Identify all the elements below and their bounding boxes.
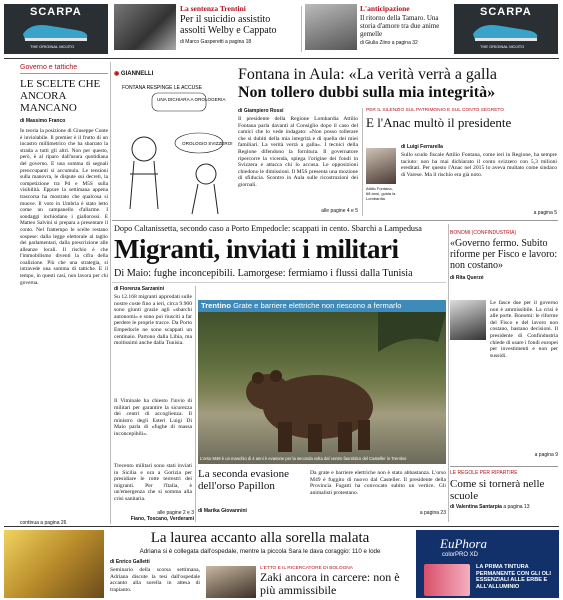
scarpa-tagline-2: THE ORIGINAL MOJITO bbox=[480, 44, 525, 49]
fontana-page[interactable]: alle pagine 4 e 5 bbox=[321, 208, 358, 214]
scarpa-ad-right[interactable] bbox=[454, 4, 558, 54]
teaser-kicker-2: L'anticipazione bbox=[360, 4, 410, 13]
migranti-page[interactable]: alle pagine 2 e 3 Fiano, Toscano, Verderami bbox=[130, 510, 194, 522]
bonomi-article[interactable] bbox=[450, 230, 558, 460]
fontana-body: Il presidente della Regione Lombardia Attilio Fontana parla davanti al Consiglio dopo il caso del camici che lo vede indagato: «Non posso tollerare che si dubiti della mia integrità e di quella dei miei familiari. La verità verrà a galla». I tecnici della Regione difendono la fornitura. Il governatore ripercorre la vicenda, spiega l'origine dei fondi in Svizzera e attacca chi lo accusa. Le opposizioni chiedono le dimissioni. Il M5S presenta una mozione di sfiducia. Scontro in Aula sulle ricostruzioni dei giornali. bbox=[238, 116, 358, 188]
left-continue[interactable]: continua a pagina 26 bbox=[20, 520, 67, 526]
migranti-overline: Dopo Caltanissetta, secondo caso a Porto Empedocle: scappati in cento. Sbarchi a Lampedusa bbox=[114, 224, 422, 233]
laurea-subtitle: Adriana si è collegata dall'ospedale, mentre la piccola Sara le dava coraggio: 110 e lode bbox=[139, 548, 381, 555]
photo-bonomi bbox=[450, 300, 486, 340]
scarpa-tagline: THE ORIGINAL MOJITO bbox=[30, 44, 75, 49]
bonomi-byline: di Rita Querzè bbox=[450, 275, 484, 281]
scarpa-brand-2: SCARPA bbox=[480, 6, 532, 18]
bear-caption: L'orso M49 è un maschio di 4 anni è evasone per la seconda volta dal centro faunistico del Casteller in Trentino bbox=[200, 456, 407, 461]
euphora-sub: colorPRO XD bbox=[442, 552, 479, 558]
bonomi-kicker: BONOMI (CONFINDUSTRIA) bbox=[450, 230, 517, 236]
anac-page[interactable]: a pagina 5 bbox=[533, 210, 557, 216]
euphora-product bbox=[424, 564, 470, 596]
migranti-body-3: Trecento militari sono stati inviati in Sicilia e ora a Gorizia per presidiare le rotte terrestri dei migranti. Per l'Italia, è un'emergenza che si somma alla crisi sanitaria. bbox=[114, 463, 192, 502]
migranti-subtitle: Di Maio: fughe inconcepibili. Lamorgese: fermiamo i flussi dalla Tunisia bbox=[114, 268, 413, 279]
teaser-title: Per il suicidio assistito assolti Welby e Cappato bbox=[180, 14, 277, 36]
zaki-kicker: L'ETTO E IL RICERCATORE DI BOLOGNA bbox=[260, 566, 353, 571]
anac-body: Sullo scudo fiscale Attilio Fontana, come ieri in Regione, ha sempre taciuto: non ha mai dichiarato il conto svizzero con 5,3 milioni ereditati. Per questo l'Anac nel 2015 lo aveva multato come sindaco di Varese. Ma il rischio era già noto. bbox=[401, 152, 557, 178]
migranti-body-2: Il Viminale ha chiesto l'invio di militari per garantire la sicurezza dei centri di accoglienza. Il ministro degli Esteri Luigi Di Maio parla di «fughe di massa inconcepibili». bbox=[114, 398, 192, 437]
bonomi-body: Le fasce due per il governo non è ammissibile. La crisi è alle porte. Bonomi: le riforme del Fisco e del lavoro non costano, bastano decisioni. Il presidente di Confindustria chiede di usare i fondi europei per investimenti e non per sussidi. bbox=[490, 300, 558, 359]
left-title: LE SCELTE CHE ANCORA MANCANO bbox=[20, 78, 101, 114]
cartoon bbox=[114, 70, 234, 220]
zaki-title: Zaki ancora in carcere: non è più ammissibile bbox=[260, 570, 400, 597]
fontana-headline[interactable] bbox=[238, 66, 558, 102]
bear-photo bbox=[198, 300, 446, 464]
fontana-byline: di Giampiero Rossi bbox=[238, 108, 284, 114]
teaser-kicker: La sentenza Trentini bbox=[180, 4, 246, 13]
migranti-byline: di Fiorenza Sarzanini bbox=[114, 286, 165, 292]
euphora-text: LA PRIMA TINTURA PERMANENTE CON GLI OLI ESSENZIALI ALLE ERBE E ALL'ALLUMINIO bbox=[476, 564, 551, 590]
papillon-title: La seconda evasione dell'orso Papillon bbox=[198, 468, 290, 492]
bear-illustration bbox=[198, 312, 446, 464]
fontana-title-1: Fontana in Aula: «La verità verrà a galla bbox=[238, 66, 498, 83]
cartoon-author: ◉ GIANNELLI bbox=[114, 71, 154, 77]
papillon-article[interactable] bbox=[198, 468, 446, 524]
left-body: In teoria la posizione di Giuseppe Conte è inviolabile. Il premier è il frutto di un incastro millimetrico che ha sbarrato la strada a tutti gli altri. Non per questo, però, è al riparo dall'usura quotidiana del governo. E una somma di segnali preoccupanti si accumula. Le tensioni sulla manovra, le dispute sui decreti, la competizione tra Pd e M5S sulla visibilità. Eppure la settimana appena trascorsa ha mostrato che qualcosa si muove. Il voto in Umbria è stato letto come un campanello d'allarme. I sondaggi inchiodano i giallorossi. E Matteo Salvini si prepara a presentare il conto. Nel frattempo le scelte restano sospese: dalla legge elettorale al taglio dei parlamentari, dalla prescrizione alle alleanze locali. Il rischio è che l'immobilismo diventi la cifra della coalizione. Più che una strategia, si intravede una somma di tattiche. E il tempo, in questi casi, non lavora per chi governa. bbox=[20, 128, 108, 286]
cartoon-sign: FONTANA RESPINGE LE ACCUSE bbox=[122, 85, 202, 91]
laurea-byline: di Enrico Galletti bbox=[110, 559, 150, 565]
left-kicker: Governo e tattiche bbox=[20, 64, 108, 74]
scarpa-brand: SCARPA bbox=[30, 6, 82, 18]
left-teaser[interactable] bbox=[180, 4, 298, 54]
scuole-title: Come si tornerà nelle scuole bbox=[450, 478, 545, 502]
laurea-body: Seminario della scorsa settimana, Adriana discute la tesi dall'ospedale accanto alla sorella in attesa di trapianto. bbox=[110, 567, 200, 593]
photo-welby bbox=[114, 4, 176, 50]
anac-title: E l'Anac multò il presidente bbox=[366, 115, 512, 130]
anac-article bbox=[366, 108, 558, 218]
photo-laurea bbox=[4, 530, 104, 598]
migranti-title[interactable]: Migranti, inviati i militari bbox=[114, 234, 399, 264]
teaser-title-2: Il ritorno della Tamaro. Una storia d'amore tra due anime gemelle bbox=[360, 14, 440, 38]
anac-kicker: PER IL SILENZIO SUL PATRIMONIO E SUL CONTO SEGRETO bbox=[366, 108, 504, 113]
right-teaser[interactable] bbox=[360, 4, 448, 54]
teaser-byline-2: di Giulia Ziino a pagina 32 bbox=[360, 40, 418, 46]
fontana-title-2: Non tollero dubbi sulla mia integrità» bbox=[238, 84, 496, 101]
cartoon-icon: ◉ bbox=[114, 71, 120, 77]
papillon-byline: di Marika Giovannini bbox=[198, 508, 247, 514]
cartoon-bubble-2: OROLOGIO SVIZZERO! bbox=[182, 141, 233, 146]
laurea-title: La laurea accanto alla sorella malata bbox=[150, 530, 370, 546]
left-column bbox=[20, 64, 108, 524]
photo-zaki bbox=[206, 566, 256, 598]
photo-tamaro bbox=[305, 4, 357, 50]
shoe-icon bbox=[21, 20, 91, 42]
cartoon-bubble-1: UNA DICHIARA A OROLOGERIA bbox=[157, 97, 226, 102]
trentino-banner: Trentino Grate e barriere elettriche non riescono a fermarlo bbox=[198, 300, 446, 312]
scuole-byline: di Valentina Santarpia a pagina 13 bbox=[450, 504, 530, 510]
photo-fontana bbox=[366, 148, 396, 184]
cartoon-drawing bbox=[114, 79, 234, 219]
teaser-byline: di Marco Gasperetti a pagina 18 bbox=[180, 39, 252, 45]
zaki-article[interactable] bbox=[260, 566, 410, 598]
bonomi-title: «Governo fermo. Subito riforme per Fisco e lavoro: non costano» bbox=[450, 238, 558, 271]
fontana-article bbox=[238, 108, 358, 218]
papillon-body: Da grate e barriere elettriche non è stato abbastanza. L'orso M49 è fuggito di nuovo dal Casteller. Il presidente della Provincia Fugatti ha convocato subito un vertice. Gli animalisti protestano. bbox=[310, 470, 446, 496]
euphora-ad[interactable] bbox=[416, 530, 559, 598]
scarpa-ad-left[interactable] bbox=[4, 4, 108, 54]
anac-byline: di Luigi Ferrarella bbox=[401, 144, 443, 150]
left-byline: di Massimo Franco bbox=[20, 118, 66, 124]
anac-caption: Attilio Fontana, 68 anni, guida la Lombardia bbox=[366, 186, 396, 201]
euphora-brand: EuPhora bbox=[440, 536, 487, 551]
bonomi-page: a pagina 9 bbox=[534, 452, 558, 458]
shoe-icon bbox=[471, 20, 541, 42]
scuole-article[interactable] bbox=[450, 470, 558, 524]
migranti-body-1: Su 12.168 migranti approdati sulle nostre coste fino a ieri, circa 9.900 sono giunti grazie agli «sbarchi autonomi» e sono poi riusciti a far perdere le proprie tracce. Da Porto Empedocle ne sono scappati un centinaio. Partono dalla Libia, ma moltissimi anche dalla Tunisia. bbox=[114, 294, 192, 347]
papillon-page: a pagina 23 bbox=[419, 510, 446, 516]
scuole-kicker: LE REGOLE PER RIPARTIRE bbox=[450, 470, 518, 476]
